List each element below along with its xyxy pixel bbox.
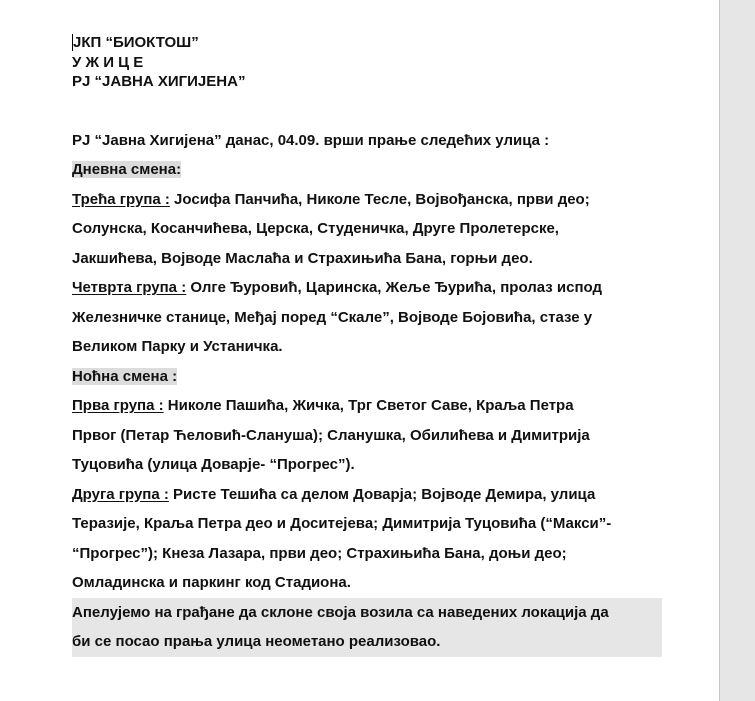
group-1-label: Прва група : [72,397,164,414]
group-4-line-1: Четврта група : Олге Ђуровић, Царинска, Жеље Ђурића, пролаз испод [72,279,603,296]
group-3-label: Трећа група : [72,190,170,208]
group-3-line-3: Јакшићева, Војводе Маслаћа и Страхињића Бана, горњи део. [72,249,533,267]
document-body[interactable] [72,33,662,657]
city-name: У Ж И Ц Е [72,53,144,71]
unit-name: PJ “JАВНА ХИГИJЕНА” [72,73,246,90]
group-4-line-3: Великом Парку и Устаничка. [72,338,283,355]
night-shift-heading: Ноћна смена : [72,367,178,385]
group-2-label: Друга група : [72,485,169,503]
group-2-line-2: Теразије, Краља Петра део и Доситејева; Димитрија Туцовића (“Макси”- [72,515,612,532]
intro-paragraph: PJ “Jавна Хигиjена” данас, 04.09. врши прање следећих улица : [72,131,550,149]
group-4-line-2: Железничке станице, Међај поред “Скале”, Војводе Бојовића, стазе у [72,308,593,326]
company-name [72,33,662,53]
appeal-paragraph [72,598,662,657]
group-3-line-1: Трећа група : Јосифа Панчића, Николе Тесле, Војвођанска, први део; [72,190,590,208]
group-1-line-1: Прва група : Николе Пашића, Жичка, Трг Светог Саве, Краља Петра [72,397,574,414]
group-3-line-2: Солунска, Косанчићева, Церска, Студеничка, Друге Пролетерске, [72,220,559,237]
appeal-line-2: би се посао прања улица неометано реализовао. [72,633,441,650]
day-shift-heading: Дневна смена: [72,161,182,178]
company-name-text: JКП “БИОКТОШ” [73,34,199,51]
group-2-line-1: Друга група : Ристе Тешића са делом Доварја; Војводе Демира, улица [72,485,596,503]
group-2-line-3: “Прогрес”); Кнеза Лазара, први део; Страхињића Бана, доњи део; [72,544,567,562]
group-2-line-4: Омладинска и паркинг код Стадиона. [72,574,351,591]
group-1-line-2: Првог (Петар Ћеловић-Слануша); Сланушка, Обилићева и Димитрија [72,426,590,444]
group-1-line-3: Туцовића (улица Доварје- “Прогрес”). [72,456,355,473]
group-4-label: Четврта група : [72,279,187,296]
appeal-line-1: Апелујемо на грађане да склоне своја возила са наведених локација да [72,603,609,621]
